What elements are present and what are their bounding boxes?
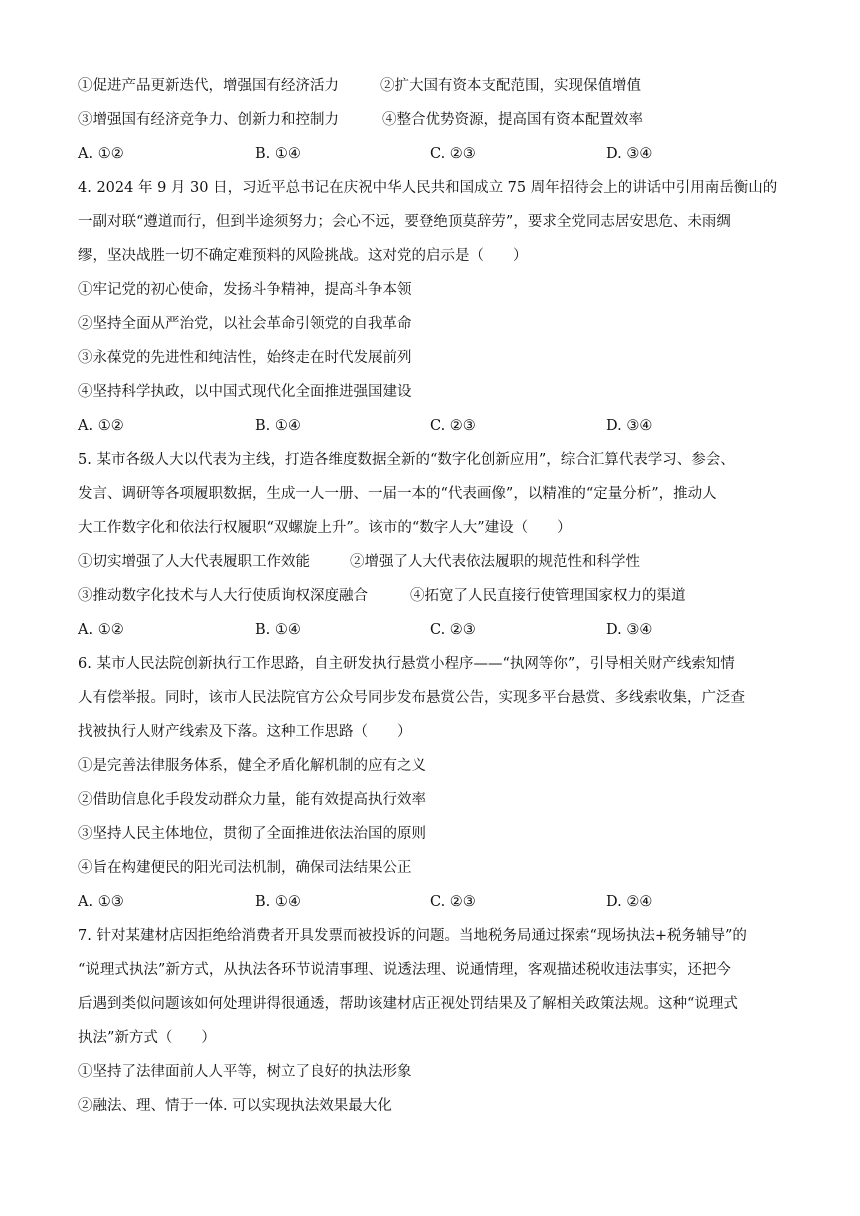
q5-answer-c: C. ②③ (430, 622, 476, 638)
q6-option-2: ②借助信息化手段发动群众力量，能有效提高执行效率 (78, 792, 426, 808)
q7-option-2: ②融法、理、情于一体. 可以实现执法效果最大化 (78, 1098, 392, 1114)
q3-answer-a: A. ①② (78, 146, 124, 162)
q5-answer-d: D. ③④ (606, 622, 653, 638)
q4-answer-d: D. ③④ (606, 418, 653, 434)
q7-option-1: ①坚持了法律面前人人平等，树立了良好的执法形象 (78, 1064, 412, 1080)
q5-option-1: ①切实增强了人大代表履职工作效能 (78, 554, 310, 570)
q4-stem-line-2: 一副对联“遵道而行，但到半途须努力；会心不远，要登绝顶莫辞劳”，要求全党同志居安思危、未雨绸 (78, 214, 731, 230)
q4-option-4: ④坚持科学执政，以中国式现代化全面推进强国建设 (78, 384, 412, 400)
q3-option-4: ④整合优势资源，提高国有资本配置效率 (382, 112, 643, 128)
q7-stem-line-1: 7. 针对某建材店因拒绝给消费者开具发票而被投诉的问题。当地税务局通过探索“现场执法+税务辅导”的 (78, 928, 747, 944)
q3-answer-c: C. ②③ (430, 146, 476, 162)
q7-stem-line-4: 执法”新方式（ ） (78, 1030, 216, 1046)
q5-stem-line-2: 发言、调研等各项履职数据，生成一人一册、一届一本的“代表画像”，以精准的“定量分析”，推动人 (78, 486, 717, 502)
q6-answer-c: C. ②③ (430, 894, 476, 910)
q3-option-2: ②扩大国有资本支配范围，实现保值增值 (380, 78, 641, 94)
q6-option-4: ④旨在构建便民的阳光司法机制，确保司法结果公正 (78, 860, 412, 876)
q4-option-1: ①牢记党的初心使命，发扬斗争精神，提高斗争本领 (78, 282, 412, 298)
q5-option-4: ④拓宽了人民直接行使管理国家权力的渠道 (410, 588, 686, 604)
q5-option-2: ②增强了人大代表依法履职的规范性和科学性 (350, 554, 640, 570)
q5-stem-line-1: 5. 某市各级人大以代表为主线，打造各维度数据全新的“数字化创新应用”，综合汇算代表学习、参会、 (78, 452, 735, 468)
q3-option-1: ①促进产品更新迭代，增强国有经济活力 (78, 78, 339, 94)
q6-option-1: ①是完善法律服务体系，健全矛盾化解机制的应有之义 (78, 758, 426, 774)
q3-answer-d: D. ③④ (606, 146, 653, 162)
q6-answer-d: D. ②④ (606, 894, 653, 910)
q4-option-3: ③永葆党的先进性和纯洁性，始终走在时代发展前列 (78, 350, 412, 366)
q4-answer-c: C. ②③ (430, 418, 476, 434)
q6-answer-a: A. ①③ (78, 894, 124, 910)
q5-answer-a: A. ①② (78, 622, 124, 638)
q6-stem-line-2: 人有偿举报。同时，该市人民法院官方公众号同步发布悬赏公告，实现多平台悬赏、多线索收集，广泛查 (78, 690, 745, 706)
q3-option-3: ③增强国有经济竞争力、创新力和控制力 (78, 112, 339, 128)
q5-option-3: ③推动数字化技术与人大行使质询权深度融合 (78, 588, 368, 604)
q7-stem-line-2: “说理式执法”新方式，从执法各环节说清事理、说透法理、说通情理，客观描述税收违法事实，还把今 (78, 962, 731, 978)
q4-option-2: ②坚持全面从严治党，以社会革命引领党的自我革命 (78, 316, 412, 332)
q4-answer-b: B. ①④ (255, 418, 301, 434)
q4-answer-a: A. ①② (78, 418, 124, 434)
q3-answer-b: B. ①④ (255, 146, 301, 162)
q7-stem-line-3: 后遇到类似问题该如何处理讲得很通透，帮助该建材店正视处罚结果及了解相关政策法规。这种“说理式 (78, 996, 738, 1012)
q6-stem-line-3: 找被执行人财产线索及下落。这种工作思路（ ） (78, 724, 412, 740)
q6-answer-b: B. ①④ (255, 894, 301, 910)
q5-stem-line-3: 大工作数字化和依法行权履职“双螺旋上升”。该市的“数字人大”建设（ ） (78, 520, 572, 536)
q4-stem-line-3: 缪，坚决战胜一切不确定难预料的风险挑战。这对党的启示是（ ） (78, 248, 528, 264)
q4-stem-line-1: 4. 2024 年 9 月 30 日，习近平总书记在庆祝中华人民共和国成立 75 周年招待会上的讲话中引用南岳衡山的 (78, 180, 778, 196)
q5-answer-b: B. ①④ (255, 622, 301, 638)
q6-stem-line-1: 6. 某市人民法院创新执行工作思路，自主研发执行悬赏小程序——“执网等你”，引导相关财产线索知情 (78, 656, 735, 672)
q6-option-3: ③坚持人民主体地位，贯彻了全面推进依法治国的原则 (78, 826, 426, 842)
